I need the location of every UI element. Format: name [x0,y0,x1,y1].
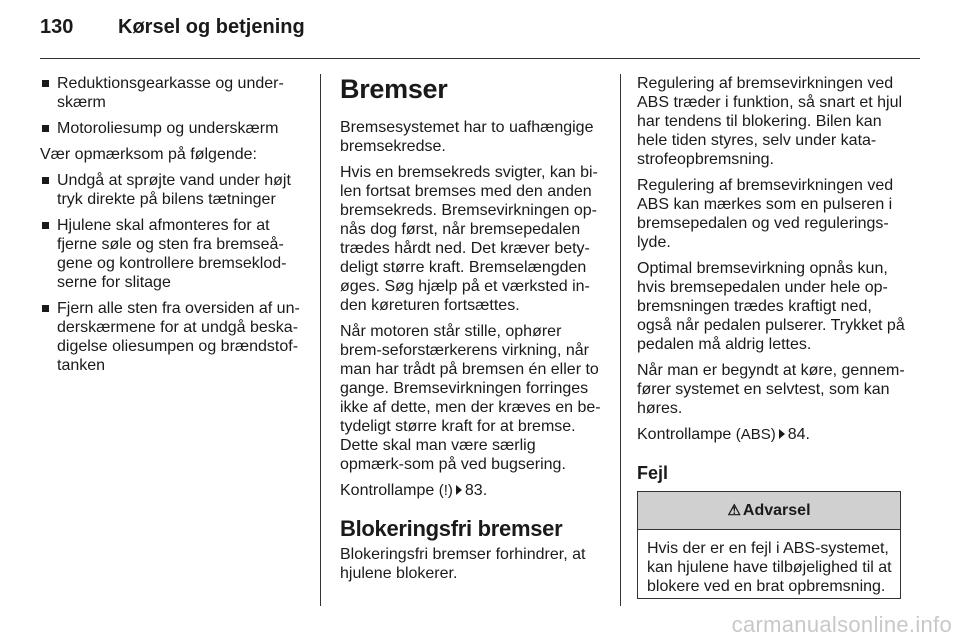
bullet-square-icon [42,305,49,312]
bullet-square-icon [42,222,49,229]
warning-title: Advarsel [742,502,811,519]
list-item: Motoroliesump og underskærm [40,119,302,138]
paragraph: Blokeringsfri bremser forhindrer, at hjulene blokerer. [340,546,586,582]
paragraph: Optimal bremsevirkning opnås kun, hvis bremsepedalen under hele op-bremsningen trædes kraftigt ned, også når pedalen pulserer. Trykket på pedalen må aldrig lettes. [637,260,905,353]
section-heading-bremser: Bremser [340,74,448,104]
column-divider-2 [620,74,621,606]
list-item: Undgå at sprøjte vand under højt tryk direkte på bilens tætninger [40,171,302,209]
paragraph: Når man er begyndt at køre, gennem-fører systemet en selvtest, som kan høres. [637,362,905,417]
page-reference-link[interactable]: 84. [787,426,810,443]
paragraph: Når motoren står stille, ophører brem-seforstærkerens virkning, når man har trådt på bremsen én eller to gange. Bremsevirkningen forringes ikke af dette, men der kræves en be-tydeligt større kraft for at bremse. Dette skal man være særlig opmærk-som på ved bugsering. [340,323,601,473]
warning-box [637,491,901,599]
lamp-reference: Kontrollampe (!) 83. [340,482,488,499]
intro-text: Vær opmærksom på følgende: [40,146,257,163]
column-divider-1 [320,74,321,606]
warning-text: Hvis der er en fejl i ABS-systemet, kan hjulene have tilbøjelighed til at blokere ved en brat opbremsning. [647,540,892,595]
list-item: Hjulene skal afmonteres for at fjerne søle og sten fra bremseå-gene og kontrollere bremseklod-serne for slitage [40,216,302,292]
paragraph: Hvis en bremsekreds svigter, kan bi-len fortsat bremses med den anden bremsekreds. Bremsevirkningen op-nås dog først, når bremsepedalen trædes hårdt ned. Det kræver bety-deligt større kraft. Bremselængden øges. Søg hjælp på et værksted in-den køreturen fortsættes. [340,164,598,314]
bullet-square-icon [42,125,49,132]
brake-warning-icon: (!) [438,482,453,499]
warning-header [638,492,900,530]
page-header [40,16,305,50]
list-item: Reduktionsgearkasse og under-skærm [40,74,302,112]
column-3 [637,74,905,599]
page-ref-arrow-icon [779,429,785,439]
watermark: carmanualsonline.info [731,612,952,637]
bullet-square-icon [42,177,49,184]
column-2 [340,74,604,590]
bullet-square-icon [42,80,49,87]
lamp-reference: Kontrollampe (ABS) 84. [637,426,810,443]
chapter-title: Kørsel og betjening [118,16,305,38]
section-heading-fejl: Fejl [637,463,669,483]
page-reference-link[interactable]: 83. [464,482,488,499]
paragraph: Bremsesystemet har to uafhængige bremsekredse. [340,119,594,155]
page-ref-arrow-icon [456,485,462,495]
section-heading-abs: Blokeringsfri bremser [340,516,563,541]
list-item: Fjern alle sten fra oversiden af un-derskærmene for at undgå beska-digelse oliesumpen og brændstof-tanken [40,299,302,375]
column-1 [40,74,302,382]
warning-triangle-icon: ⚠ [727,502,741,519]
page-number: 130 [40,16,74,38]
abs-lamp-icon: (ABS) [735,426,776,443]
header-divider [40,58,920,59]
paragraph: Regulering af bremsevirkningen ved ABS træder i funktion, så snart et hjul har tendens til blokering. Bilen kan hele tiden styres, selv under kata-strofeopbremsning. [637,75,903,168]
paragraph: Regulering af bremsevirkningen ved ABS kan mærkes som en pulseren i bremsepedalen og ved regulerings-lyde. [637,177,894,251]
